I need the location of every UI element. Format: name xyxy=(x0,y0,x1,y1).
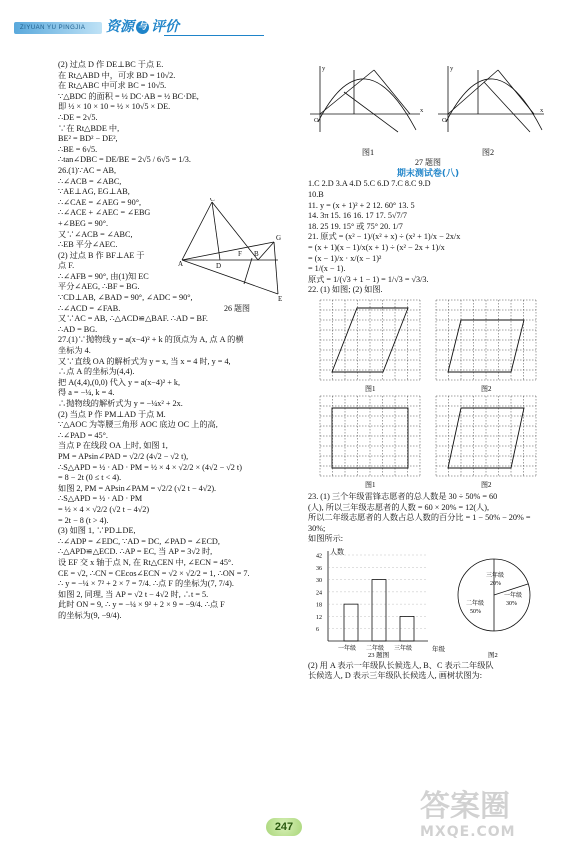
left-text-line: ∵CD⊥AB, ∠BAD = 90°, ∠ADC = 90°, xyxy=(58,293,193,303)
y-tick-label: 12 xyxy=(316,614,322,621)
answer-line: = 1/(x − 1). xyxy=(308,264,346,274)
q27-figures xyxy=(308,62,548,144)
grid-figure-label: 图1 xyxy=(365,480,376,489)
left-text-line: 坐标为 4. xyxy=(58,346,91,356)
left-text-line: (2) 当点 P 作 PM⊥AD 于点 M. xyxy=(58,409,166,419)
q23-line: 30%; xyxy=(308,523,326,533)
bar xyxy=(344,604,358,641)
section-title: 期末测试卷(八) xyxy=(396,168,460,179)
q23-part2-line: 长候选人, D 表示三年级队长候选人, 画树状图为: xyxy=(308,671,482,681)
q27-fig-labels xyxy=(308,148,548,159)
answers-block xyxy=(308,179,548,296)
left-text-line: = 8 − 2t (0 ≤ t < 4). xyxy=(58,473,122,483)
q23-block xyxy=(308,492,548,545)
left-text-line: (2) 过点 B 作 BF⊥AE 于 xyxy=(58,250,145,260)
answer-line: 21. 原式 = (x² − 1)/(x² + x) ÷ (x² + 1)/x − 2x/x xyxy=(308,232,461,242)
svg-text:O: O xyxy=(442,117,447,124)
left-text-line: (3) 如图 1, ∵PD⊥DE, xyxy=(58,526,136,536)
left-text-line: ∴点 A 的坐标为(4,4). xyxy=(58,367,135,377)
x-tick-label: 一年级 xyxy=(338,645,357,652)
q26-label-E: E xyxy=(278,295,283,302)
watermark xyxy=(420,790,560,850)
left-text-line: 此时 ON = 9, ∴ y = −¼ × 9² + 2 × 9 = −9/4. ∴点 F xyxy=(58,600,225,610)
banner-title xyxy=(106,18,179,36)
q26-label-F: F xyxy=(238,250,242,258)
q26-label-A: A xyxy=(178,260,184,268)
answer-line: = (x + 1)(x − 1)/x(x + 1) ÷ (x² − 2x + 1)/x xyxy=(308,242,445,252)
q23-line: 23. (1) 三个年级雷锋志愿者的总人数是 30 ÷ 50% = 60 xyxy=(308,491,498,501)
q23-charts xyxy=(308,545,548,661)
title-part-a: 资源 xyxy=(106,19,134,35)
left-text-line: 设 EF 交 x 轴于点 N, 在 Rt△CEN 中, ∠ECN = 45°. xyxy=(58,557,234,567)
chart-caption: 23 题图 xyxy=(368,651,390,659)
answer-line: 22. (1) 如图; (2) 如图. xyxy=(308,285,383,295)
right-column xyxy=(308,62,548,682)
left-text-line: 得 a = −¼, k = 4. xyxy=(58,388,115,398)
bar xyxy=(372,579,386,640)
left-text-line: ∵△BDC 的面积 = ½ DC·AB = ½ BC·DE, xyxy=(58,91,199,101)
svg-text:x: x xyxy=(420,107,424,114)
q26-label-C: C xyxy=(210,198,215,203)
left-text-line: ∴∠ACD = ∠FAB. xyxy=(58,303,121,313)
left-text-line: = ½ × 4 × √2/2 (√2 t − 4√2) xyxy=(58,504,150,514)
y-axis-label: 人数 xyxy=(330,547,344,556)
q23-part2-line: (2) 用 A 表示一年级队长候选人, B、C 表示二年级队 xyxy=(308,660,494,670)
left-text-line: = 2t − 8 (t > 4). xyxy=(58,515,109,525)
answer-line: 18. 25 19. 15° 或 75° 20. 1/7 xyxy=(308,221,403,231)
x-tick-label: 二年级 xyxy=(366,645,385,652)
left-text-line: ∴ y = −¼ × 7² + 2 × 7 = 7/4. ∴点 F 的坐标为(7, 7/4). xyxy=(58,579,234,589)
banner-rule xyxy=(164,35,264,36)
q23-line: 如图所示: xyxy=(308,534,344,544)
q23-part2-block xyxy=(308,661,548,682)
pie-label: 二年级 xyxy=(466,600,485,607)
answer-line: 14. 3π 15. 16 16. 17 17. 5√7/7 xyxy=(308,211,407,221)
answer-line: 1.C 2.D 3.A 4.D 5.C 6.D 7.C 8.C 9.D xyxy=(308,179,431,189)
left-text-line: ∴∠AFB = 90°, 由(1)知 EC xyxy=(58,271,149,281)
q27-fig2-label: 图2 xyxy=(481,147,495,157)
left-text-line: 如图 2, 同理, 当 AP = √2 t − 4√2 时, ∴t = 5. xyxy=(58,589,209,599)
q26-caption: 26 题图 xyxy=(224,304,250,313)
left-text-line: 又∵∠ACB = ∠ABC, xyxy=(58,229,133,239)
q27-caption: 27 题图 xyxy=(415,158,441,168)
page-number: 247 xyxy=(266,818,302,836)
left-text-line: 26.(1)∵AC = AB, xyxy=(58,165,117,175)
left-text-line: ∵AE⊥AG, EG⊥AB, xyxy=(58,187,130,197)
bar xyxy=(400,616,414,641)
pie-fig-label: 图2 xyxy=(488,651,498,659)
svg-text:O: O xyxy=(314,117,319,124)
y-tick-label: 36 xyxy=(316,565,322,572)
left-text-line: PM = APsin∠PAD = √2/2 (4√2 − √2 t), xyxy=(58,451,189,461)
banner-small-text: ZIYUAN YU PINGJIA xyxy=(20,25,86,31)
left-text-line: ∴△APD≌△ECD. ∴AP = EC, 当 AP = 3√2 时, xyxy=(58,547,213,557)
q27-fig1-label: 图1 xyxy=(361,147,375,157)
y-tick-label: 30 xyxy=(316,577,322,584)
left-text-line: 点 F. xyxy=(58,261,75,271)
left-column xyxy=(58,60,292,621)
pie-label: 50% xyxy=(470,608,481,615)
left-text-line: ∵在 Rt△BDE 中, xyxy=(58,123,120,133)
left-text-line: 平分∠AEG, ∴BF = BG. xyxy=(58,282,140,292)
left-text-line: ∴抛物线的解析式为 y = −¼x² + 2x. xyxy=(58,399,183,408)
left-text-line: 又∵AC = AB, ∴△ACD≌△BAF. ∴AD = BF. xyxy=(58,314,208,324)
q26-label-G: G xyxy=(276,234,282,242)
left-text-line: ∴S△APD = ½ · AD · PM = ½ × 4 × √2/2 × (4√2 − √2 t) xyxy=(58,462,242,472)
title-amp: 与 xyxy=(137,22,147,32)
left-text-line: ∴tan∠DBC = DE/BE = 2√5 / 6√5 = 1/3. xyxy=(58,155,191,165)
watermark-big: 答案圈 xyxy=(420,789,510,824)
svg-text:y: y xyxy=(450,65,454,72)
answer-line: 11. y = (x + 1)² + 2 12. 60° 13. 5 xyxy=(308,200,415,210)
q26-label-B: B xyxy=(254,250,259,258)
left-text-line: ∴∠PAD = 45°. xyxy=(58,430,108,440)
left-text-line: 在 Rt△ABC 中可求 BC = 10√5. xyxy=(58,81,167,91)
left-text-line: 如图 2, PM = APsin∠PAM = √2/2 (√2 t − 4√2). xyxy=(58,483,217,493)
q26-figure xyxy=(178,198,290,302)
left-text-line: 把 A(4,4),(0,0) 代入 y = a(x−4)² + k, xyxy=(58,377,181,387)
left-text-line: ∴EB 平分∠AEC. xyxy=(58,240,118,250)
pie-label: 20% xyxy=(490,580,501,587)
q22-grid-svg xyxy=(308,296,548,492)
left-text-line: 即 ½ × 10 × 10 = ½ × 10√5 × DE. xyxy=(58,102,171,112)
pie-label: 三年级 xyxy=(486,572,505,579)
answer-line: 原式 = 1/(√3 + 1 − 1) = 1/√3 = √3/3. xyxy=(308,274,429,284)
left-text-line: 当点 P 在线段 OA 上时, 如图 1, xyxy=(58,441,168,451)
left-text-line: ∴∠ACE + ∠AEC = ∠EBG xyxy=(58,208,151,218)
left-text-line: ∴S△APD = ½ · AD · PM xyxy=(58,494,143,504)
left-text-line: BE² = BD² − DE², xyxy=(58,134,118,144)
pie-label: 一年级 xyxy=(504,592,523,599)
header-banner xyxy=(14,18,264,40)
answer-line: = (x − 1)/x · x/(x − 1)² xyxy=(308,253,382,263)
left-text-line: ∴AD = BG. xyxy=(58,324,98,334)
grid-figure-label: 图1 xyxy=(365,384,376,393)
left-text-line: ∴∠CAE = ∠AEG = 90°, xyxy=(58,197,142,207)
title-part-b: 评价 xyxy=(151,19,179,35)
svg-text:x: x xyxy=(540,107,544,114)
y-tick-label: 6 xyxy=(316,627,319,634)
left-text-line: ∵△AOC 为等腰三角形 AOC 底边 OC 上的高, xyxy=(58,420,218,430)
q22-grids xyxy=(308,296,548,492)
q26-label-D: D xyxy=(216,262,222,270)
left-text-line: ∴BE = 6√5. xyxy=(58,144,98,154)
q23-line: (人), 所以三年级志愿者的人数 = 60 × 20% = 12(人), xyxy=(308,502,490,512)
bar-chart xyxy=(308,545,548,661)
left-text-line: ∴DE = 2√5. xyxy=(58,112,98,122)
answer-line: 10.B xyxy=(308,189,324,199)
left-text-line: 27.(1)∵抛物线 y = a(x−4)² + k 的顶点为 A, 点 A 的横 xyxy=(58,335,244,345)
left-text-line: ∴∠ADP = ∠EDC, ∵AD = DC, ∠PAD = ∠ECD, xyxy=(58,536,220,546)
watermark-small: MXQE.COM xyxy=(420,824,516,840)
banner-bar xyxy=(14,22,102,34)
y-tick-label: 24 xyxy=(316,590,322,597)
pie-label: 30% xyxy=(506,600,517,607)
left-text-line: ∴∠ACB = ∠ABC, xyxy=(58,176,122,186)
left-text-line: CE = √2, ∴CN = CEcos∠ECN = √2 × √2/2 = 1, ∴ON = 7. xyxy=(58,568,250,578)
q23-line: 所以二年级志愿者的人数占总人数的百分比 = 1 − 50% − 20% = xyxy=(308,513,531,523)
left-text-line: (2) 过点 D 作 DE⊥BC 于点 E. xyxy=(58,60,164,69)
grid-figure-label: 图2 xyxy=(481,480,492,489)
left-text-line: 在 Rt△ABD 中，可求 BD = 10√2. xyxy=(58,70,176,80)
y-tick-label: 18 xyxy=(316,602,322,609)
left-text-line: 的坐标为(9, −9/4). xyxy=(58,610,122,620)
grid-figure-label: 图2 xyxy=(481,384,492,393)
svg-text:y: y xyxy=(322,65,326,72)
x-axis-label: 年级 xyxy=(432,645,445,653)
left-text-line: 又∵直线 OA 的解析式为 y = x, 当 x = 4 时, y = 4, xyxy=(58,356,231,366)
left-text-line: +∠BEG = 90°. xyxy=(58,218,109,228)
x-tick-label: 三年级 xyxy=(394,645,413,652)
y-tick-label: 42 xyxy=(316,553,322,560)
